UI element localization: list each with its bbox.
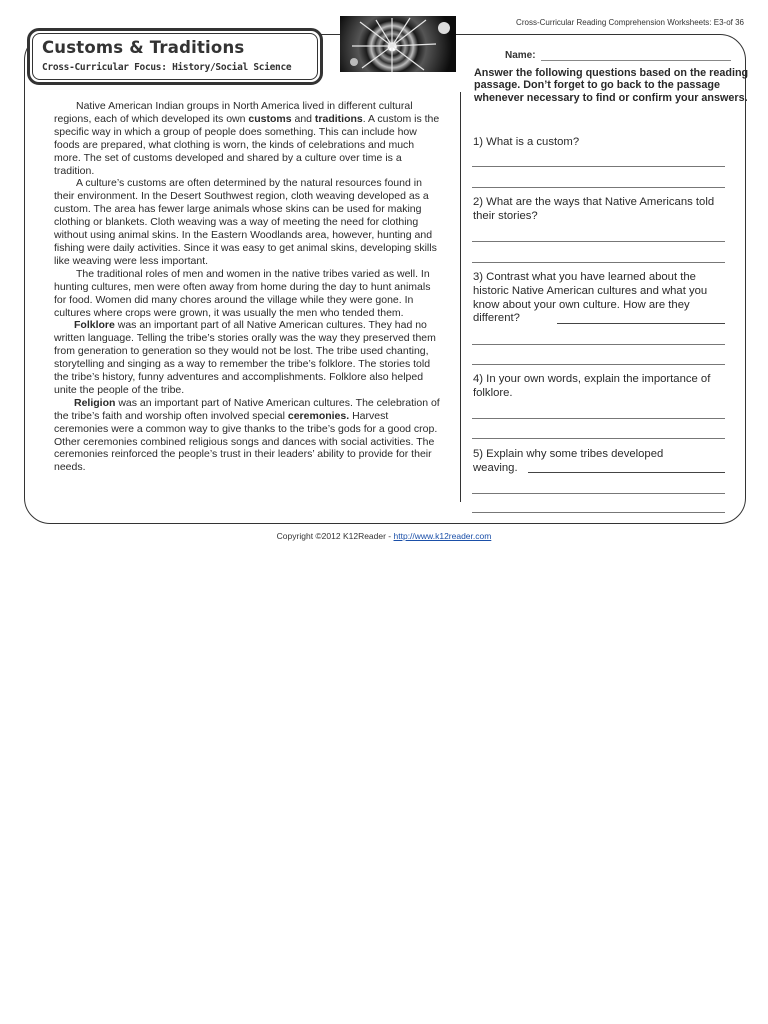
title-box [27, 28, 323, 85]
answer-line-3c[interactable] [472, 364, 725, 365]
answer-line-4a[interactable] [472, 418, 725, 419]
answer-line-3a[interactable] [557, 323, 725, 324]
answer-line-5a[interactable] [528, 472, 725, 473]
question-4: 4) In your own words, explain the importance of folklore. [473, 373, 711, 399]
page-title: Customs & Traditions [42, 38, 245, 57]
question-1: 1) What is a custom? [473, 136, 580, 148]
name-input-line[interactable] [541, 60, 731, 61]
copyright-text: Copyright ©2012 K12Reader - [276, 531, 394, 541]
answer-line-4b[interactable] [472, 438, 725, 439]
fireworks-photo [340, 16, 456, 72]
worksheet-series-label: Cross-Curricular Reading Comprehension Worksheets: E3-of 36 [516, 18, 744, 27]
name-label: Name: [505, 50, 536, 61]
passage-paragraph-2: A culture’s customs are often determined by the natural resources found in their environment. In the Desert Southwest region, cloth weaving developed as a custom. The area has fewer large animals whose skins can be used for making clothing or blankets. Cloth weaving was a way of meeting the need for clothing without using animal skins. In the Eastern Woodlands area, however, hunting and fishing were daily activities. Since it was easy to get animal skins, developing skills like weaving were less important. [54, 177, 437, 267]
instructions: Answer the following questions based on the reading passage. Don’t forget to go back to the passage whenever necessary to find or confirm your answers. [474, 67, 749, 104]
answer-line-2b[interactable] [472, 262, 725, 263]
reading-passage [54, 100, 442, 474]
question-3: 3) Contrast what you have learned about the historic Native American cultures and what you know about your own culture. How are they different? [473, 271, 708, 325]
answer-line-1b[interactable] [472, 187, 725, 188]
answer-line-3b[interactable] [472, 344, 725, 345]
answer-line-1a[interactable] [472, 166, 725, 167]
question-2: 2) What are the ways that Native Americans told their stories? [473, 196, 715, 222]
page-subtitle: Cross-Curricular Focus: History/Social Science [42, 62, 292, 73]
answer-line-5b[interactable] [472, 493, 725, 494]
passage-paragraph-5: Religion was an important part of Native American cultures. The celebration of the tribe’s faith and worship often involved special ceremonies. Harvest ceremonies were a common way to give thanks to the tribe’s gods for a good crop. Other ceremonies combined religious songs and dances with social activities. The ceremonies reinforced the people’s trust in their leaders’ ability to provide for their needs. [54, 396, 440, 474]
column-divider [460, 92, 461, 502]
k12reader-link[interactable]: http://www.k12reader.com [393, 531, 492, 541]
answer-line-2a[interactable] [472, 241, 725, 242]
passage-paragraph-4: Folklore was an important part of all Native American cultures. They had no written language. Telling the tribe’s stories orally was the way they preserved them from generation to generation so they would not be lost. The tribe used chanting, storytelling and singing as a way to remember the tribe’s folklore. The stories told the tribe’s history, funny adventures and accomplishments. Folklore also helped unite the people of the tribe. [54, 319, 436, 396]
footer [0, 531, 768, 541]
passage-paragraph-1: Native American Indian groups in North America lived in different cultural regions, each of which developed its own customs and traditions. A custom is the specific way in which a group of people does something. This can include how foods are prepared, what clothing is worn, the kinds of celebrations and much more. The set of customs developed and shared by a culture over time is a tradition. [54, 100, 440, 177]
passage-paragraph-3: The traditional roles of men and women in the native tribes varied as well. In hunting cultures, men were often away from home during the day to hunt animals for food. Women did many chores around the village while they were gone. In cultures where crops were grown, it was usually the men who tended them. [54, 267, 431, 319]
question-5: 5) Explain why some tribes developed weaving. [473, 448, 664, 474]
answer-line-5c[interactable] [472, 512, 725, 513]
